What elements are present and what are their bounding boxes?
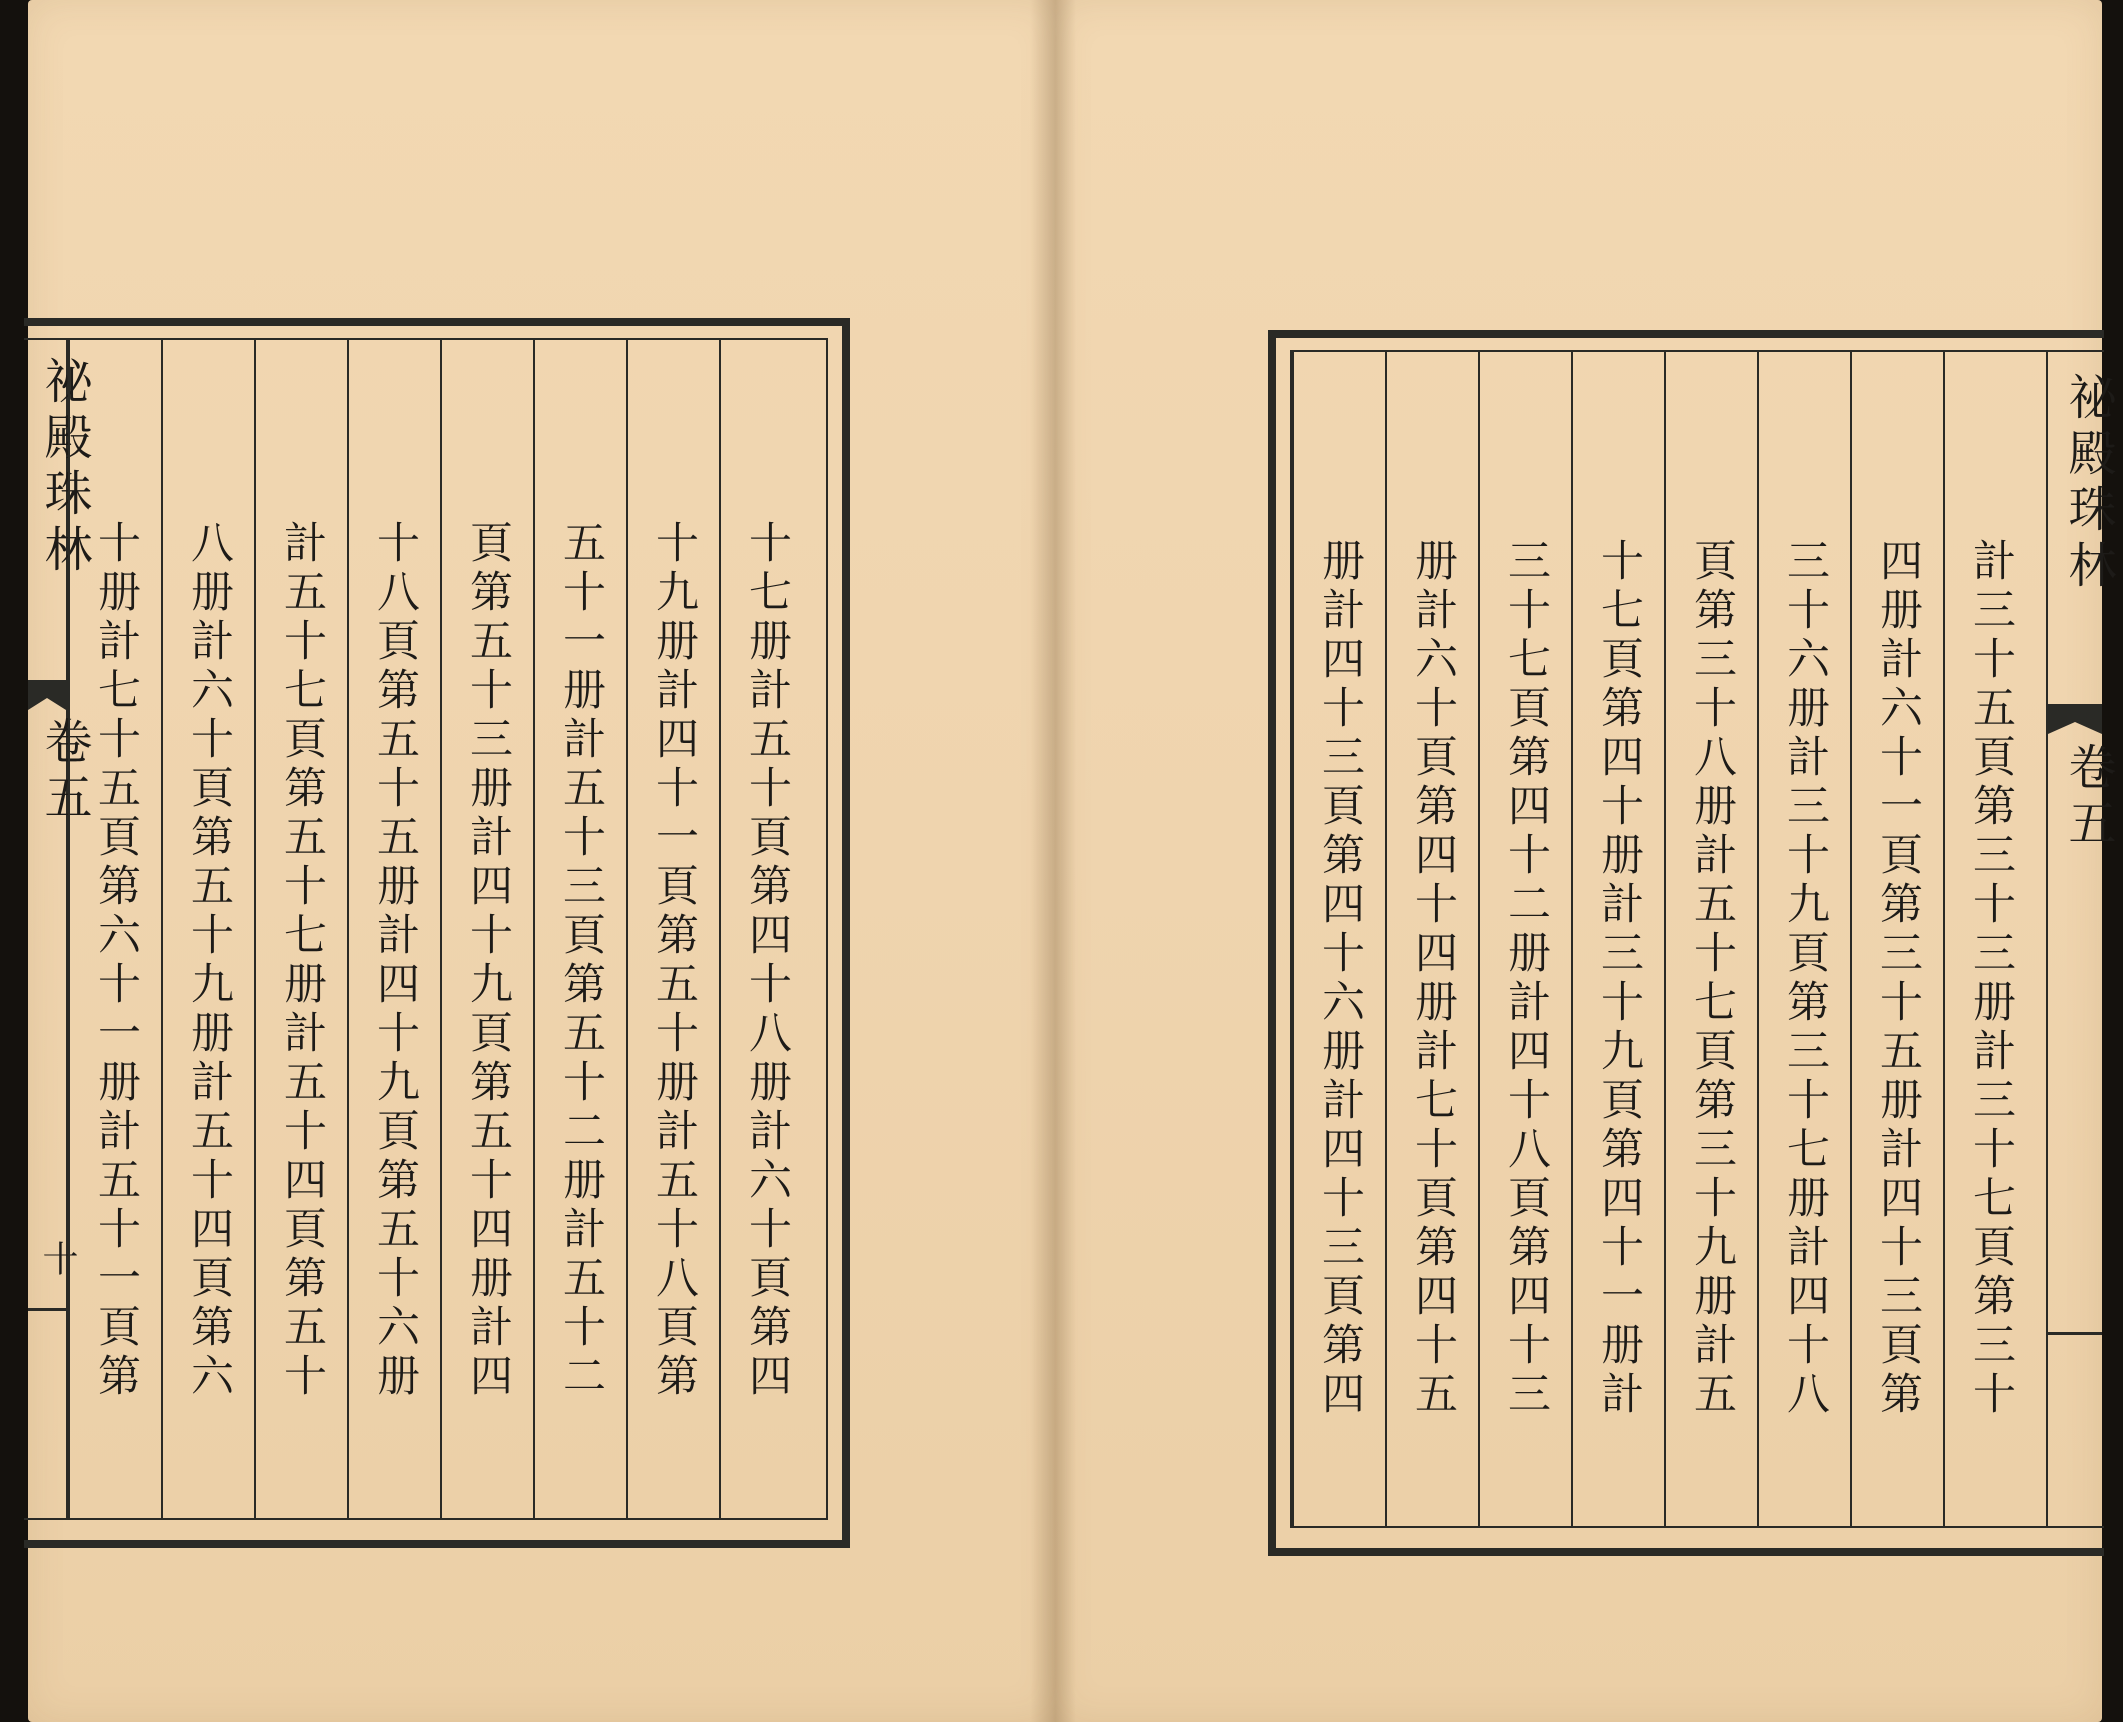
text-column (719, 340, 812, 1520)
text-column (1385, 352, 1478, 1528)
column-text: 四册計六十一頁第三十五册計四十三頁第 (1873, 538, 1923, 1420)
text-column (68, 340, 161, 1520)
text-column (1571, 352, 1664, 1528)
text-column (533, 340, 626, 1520)
column-text: 十七册計五十頁第四十八册計六十頁第四 (742, 520, 792, 1402)
margin-divider (2048, 1332, 2102, 1335)
text-column (1943, 352, 2036, 1528)
left-page-margin (28, 340, 92, 1520)
column-text: 三十七頁第四十二册計四十八頁第四十三 (1501, 538, 1551, 1420)
right-page-margin (2046, 352, 2116, 1528)
text-column (1292, 352, 1385, 1528)
left-margin-volume: 卷五 (36, 716, 92, 828)
column-text: 十八頁第五十五册計四十九頁第五十六册 (370, 520, 420, 1402)
column-text: 三十六册計三十九頁第三十七册計四十八 (1780, 538, 1830, 1420)
text-column (1664, 352, 1757, 1528)
column-text: 册計四十三頁第四十六册計四十三頁第四 (1315, 538, 1365, 1420)
text-column (1850, 352, 1943, 1528)
column-text: 十七頁第四十册計三十九頁第四十一册計 (1594, 538, 1644, 1420)
column-text: 頁第五十三册計四十九頁第五十四册計四 (463, 520, 513, 1402)
text-column (1478, 352, 1571, 1528)
column-text: 十九册計四十一頁第五十册計五十八頁第 (649, 520, 699, 1402)
left-margin-title: 祕殿珠林 (36, 356, 92, 580)
margin-divider (28, 1308, 66, 1311)
text-column (440, 340, 533, 1520)
column-text: 册計六十頁第四十四册計七十頁第四十五 (1408, 538, 1458, 1420)
fishtail-mark (28, 680, 66, 710)
text-column (347, 340, 440, 1520)
fishtail-mark (2048, 704, 2102, 734)
column-text: 計五十七頁第五十七册計五十四頁第五十 (277, 520, 327, 1402)
right-page-text-columns (1292, 352, 2036, 1528)
left-page-text-columns (68, 340, 812, 1520)
column-text: 八册計六十頁第五十九册計五十四頁第六 (184, 520, 234, 1402)
text-column (161, 340, 254, 1520)
column-text: 計三十五頁第三十三册計三十七頁第三十 (1966, 538, 2016, 1420)
column-text: 五十一册計五十三頁第五十二册計五十二 (556, 520, 606, 1402)
text-column (254, 340, 347, 1520)
column-text: 頁第三十八册計五十七頁第三十九册計五 (1687, 538, 1737, 1420)
text-column (626, 340, 719, 1520)
right-margin-volume: 卷五 (2060, 742, 2116, 854)
text-column (1757, 352, 1850, 1528)
column-text: 十册計七十五頁第六十一册計五十一頁第 (91, 520, 141, 1402)
right-margin-title: 祕殿珠林 (2060, 372, 2116, 596)
left-margin-page-number: 十 (37, 1240, 78, 1284)
